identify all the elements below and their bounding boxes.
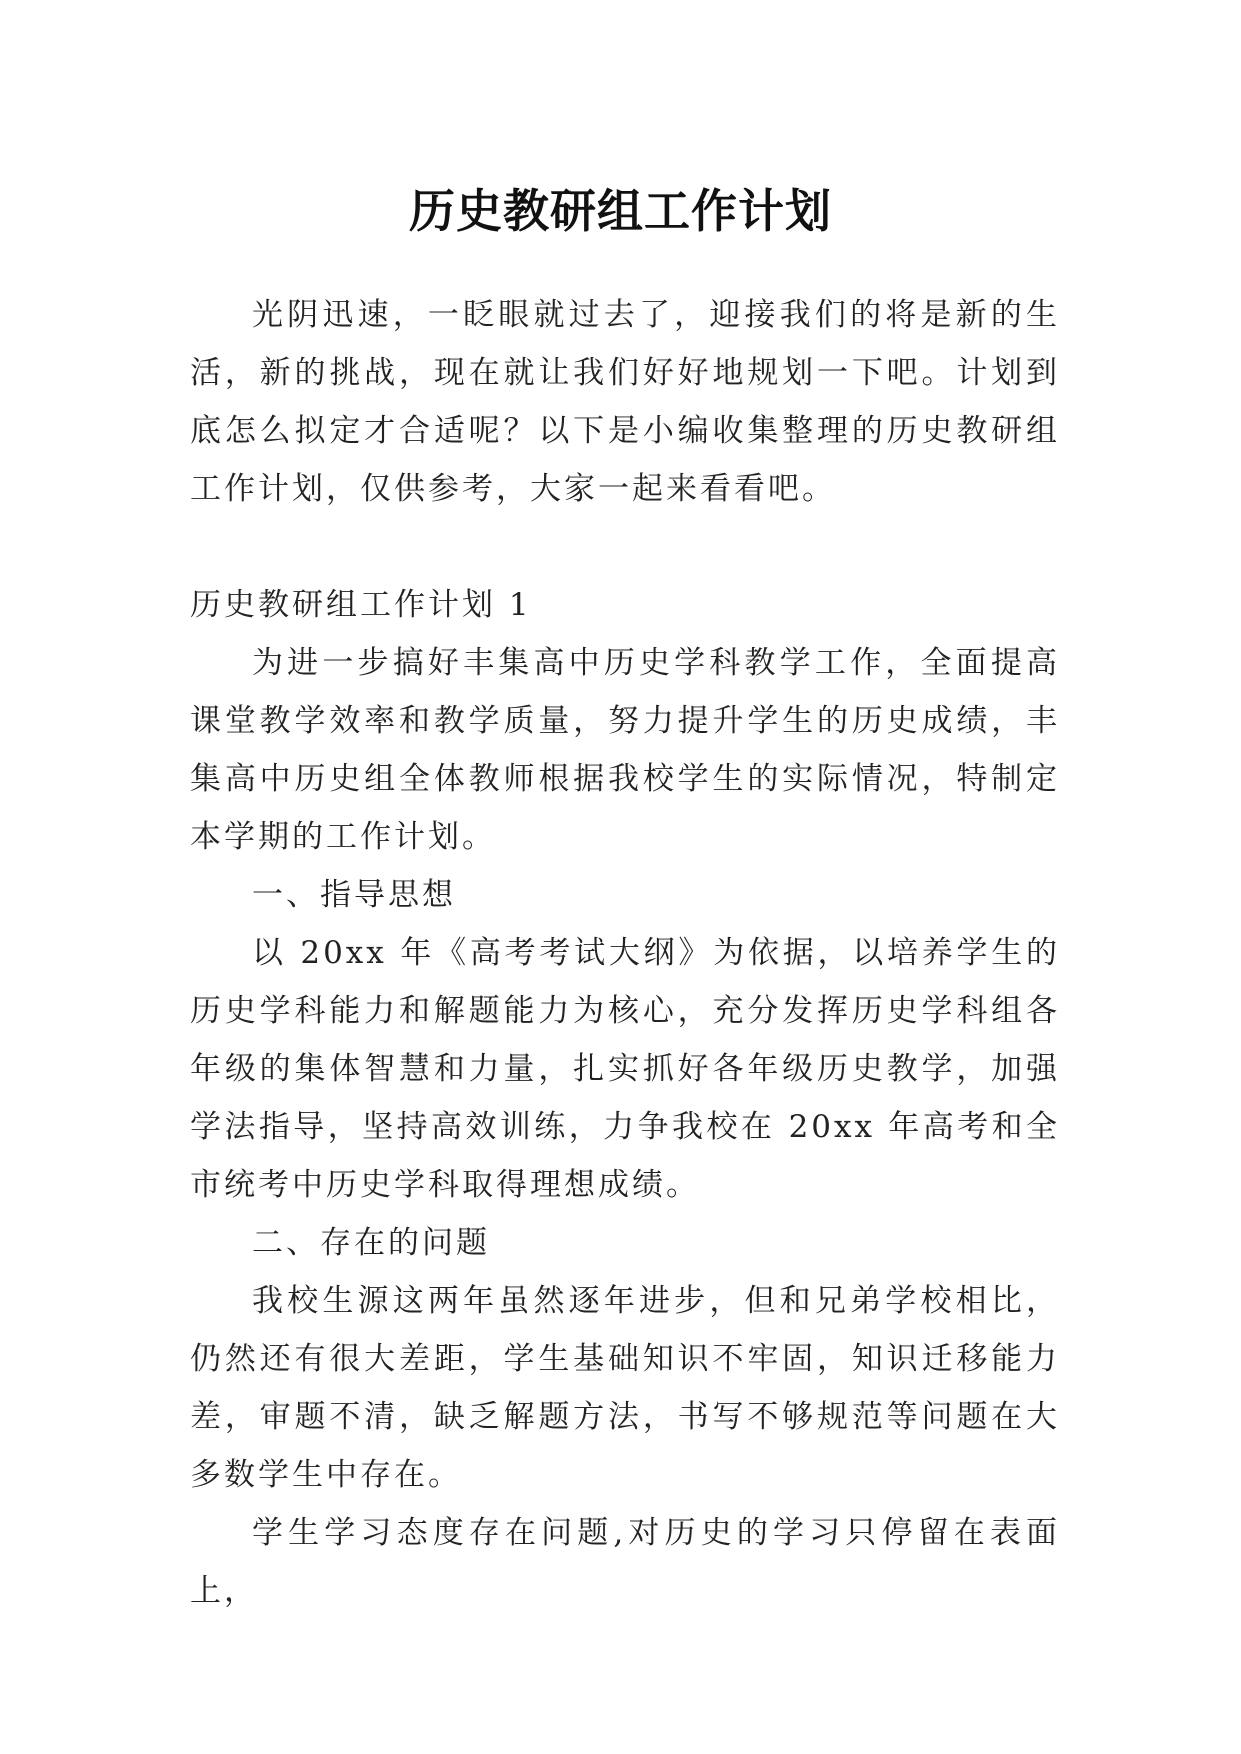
page-title: 历史教研组工作计划: [409, 183, 832, 238]
body-paragraph: 为进一步搞好丰集高中历史学科教学工作，全面提高课堂教学效率和教学质量，努力提升学生的历史成绩，丰集高中历史组全体教师根据我校学生的实际情况，特制定本学期的工作计划。: [190, 645, 1060, 855]
section-title: 历史教研组工作计划 1: [190, 587, 532, 623]
intro-paragraph: 光阴迅速，一眨眼就过去了，迎接我们的将是新的生活，新的挑战，现在就让我们好好地规划一下吧。计划到底怎么拟定才合适呢？以下是小编收集整理的历史教研组工作计划，仅供参考，大家一起来看看吧。: [190, 297, 1060, 507]
document-body: [190, 286, 1060, 1620]
body-paragraph: 我校生源这两年虽然逐年进步，但和兄弟学校相比，仍然还有很大差距，学生基础知识不牢固，知识迁移能力差，审题不清，缺乏解题方法，书写不够规范等问题在大多数学生中存在。: [190, 1283, 1060, 1493]
spacer: [190, 518, 1060, 576]
heading-guiding-ideology: 一、指导思想: [252, 877, 456, 913]
body-paragraph: 学生学习态度存在问题,对历史的学习只停留在表面上，: [190, 1515, 1060, 1609]
heading-existing-problems: 二、存在的问题: [252, 1225, 490, 1261]
body-paragraph: 以 20xx 年《高考考试大纲》为依据，以培养学生的历史学科能力和解题能力为核心，充分发挥历史学科组各年级的集体智慧和力量，扎实抓好各年级历史教学，加强学法指导，坚持高效训练，力争我校在 20xx 年高考和全市统考中历史学科取得理想成绩。: [190, 935, 1060, 1203]
